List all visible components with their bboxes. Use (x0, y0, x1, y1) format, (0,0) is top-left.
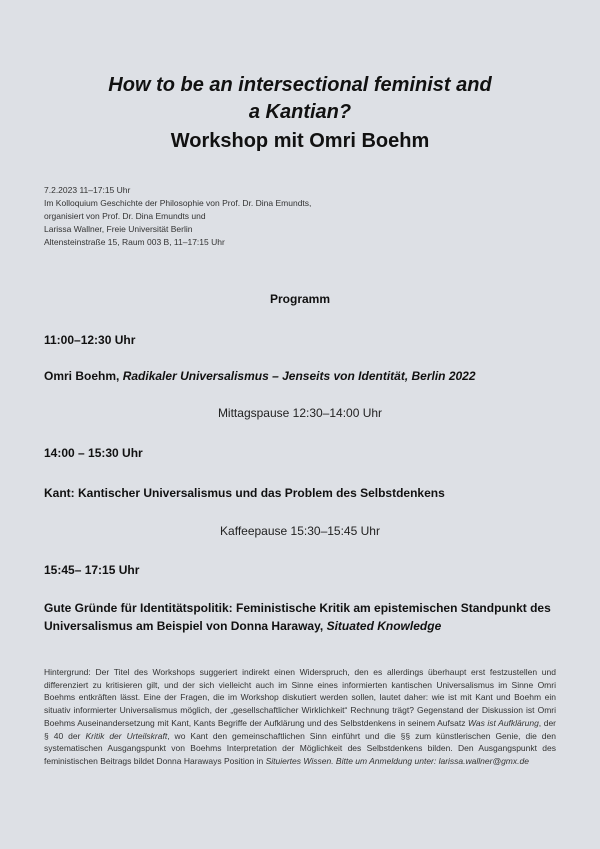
title-line-1: How to be an intersectional feminist and (108, 74, 492, 96)
slot1-title: Radikaler Universalismus – Jenseits von Identität, Berlin 2022 (122, 369, 476, 383)
slot2-talk: Kant: Kantischer Universalismus und das Problem des Selbstdenkens (44, 486, 445, 500)
event-location: Altensteinstraße 15, Raum 003 B, 11–17:15 Uhr (44, 237, 225, 247)
event-colloquium: Im Kolloquium Geschichte der Philosophie von Prof. Dr. Dina Emundts, (44, 198, 312, 208)
slot1-time: 11:00–12:30 Uhr (44, 333, 136, 347)
bg-text-1: Hintergrund: Der Titel des Workshops suggeriert indirekt einen Widerspruch, den es allerdings überhaupt erst festzustellen und differenziert zu kritisieren gilt, und der sich vielleicht auch im Sinne eines informierten kantischen Universalismus im Sinne Omri Boehms entkräften lässt. Eine der Fragen, die im Workshop diskutiert werden sollen, lautet daher: wie ist mit Kant und Boehm ein situativ informierter Universalismus möglich, der „gesellschaftlicher Wirklichkeit“ Rechnung trägt? Gegenstand der Diskussion ist Omri Boehms Auseinandersetzung mit Kant, Kants Begriffe der Aufklärung und des Selbstdenkens in seinem Aufsatz (44, 667, 556, 728)
slot3-talk (44, 599, 556, 635)
coffee-break: Kaffeepause 15:30–15:45 Uhr (220, 524, 380, 538)
bg-italic-2: Kritik der Urteilskraft (85, 730, 168, 741)
bg-italic-1: Was ist Aufklärung (468, 717, 539, 728)
slot1-speaker: Omri Boehm (44, 369, 117, 383)
slot1-talk (44, 367, 564, 385)
event-institution: Larissa Wallner, Freie Universität Berlin (44, 224, 193, 234)
title-line-2: a Kantian? (248, 101, 352, 123)
slot1-comma: , (116, 369, 120, 383)
bg-italic-3: Situiertes Wissen (265, 755, 332, 766)
event-date: 7.2.2023 11–17:15 Uhr (44, 185, 131, 195)
slot2-time: 14:00 – 15:30 Uhr (44, 446, 143, 460)
bg-italic-4: . Bitte um Anmeldung unter: larissa.wallner@gmx.de (331, 755, 529, 766)
bg-text-2: , der § 40 der (44, 717, 556, 741)
bg-text-3: , wo Kant den gemeinschaftlichen Sinn einführt und die §§ zum künstlerischen Genie, die den systematischen Ausgangspunkt von Boehms Interpretation der Möglichkeit des Selbstdenkens bilden. Den Ausgangspunkt des feministischen Beitrags bildet Donna Haraways Position in (44, 730, 556, 766)
slot3-time: 15:45– 17:15 Uhr (44, 563, 140, 577)
background-paragraph (44, 666, 556, 768)
title-line-3: Workshop mit Omri Boehm (170, 130, 430, 152)
event-organizers: organisiert von Prof. Dr. Dina Emundts und (44, 211, 206, 221)
slot3-title: Gute Gründe für Identitätspolitik: Feministische Kritik am epistemischen Standpunkt des Universalismus am Beispiel von Donna Haraway, (44, 601, 551, 633)
lunch-break: Mittagspause 12:30–14:00 Uhr (217, 406, 383, 420)
page-title (40, 72, 560, 155)
slot3-title-italic: Situated Knowledge (326, 619, 442, 633)
event-meta (44, 184, 564, 249)
program-heading: Programm (269, 292, 331, 306)
